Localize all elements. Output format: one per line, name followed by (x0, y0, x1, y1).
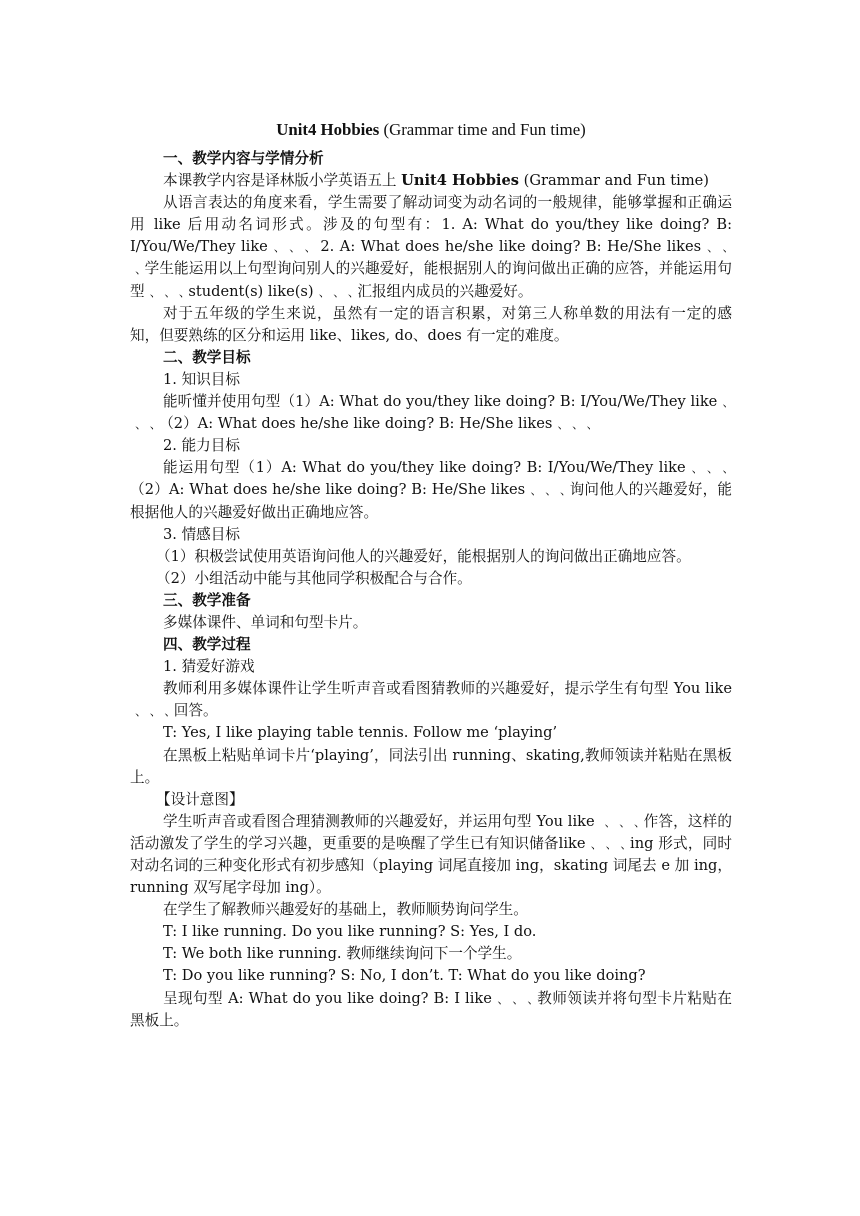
title-bold: Unit4 Hobbies (276, 120, 380, 139)
process-paragraph-4: 呈现句型 A: What do you like doing? B: I like﹑﹑﹑教师领读并将句型卡片粘贴在黑板上。 (130, 989, 732, 1029)
design-intent-label: 【设计意图】 (156, 790, 244, 808)
goal-ability-text: 能运用句型（1）A: What do you/they like doing? B: I/You/We/They like﹑﹑﹑（2）A: What does he/she like doing? B: He/She likes﹑﹑﹑询问他人的兴趣爱好，能根据他人的兴趣爱好做出正确地应答。 (130, 459, 732, 521)
process-paragraph-2: 在黑板上粘贴单词卡片‘playing’，同法引出 running、skating,教师领读并粘贴在黑板上。 (130, 746, 732, 786)
section-heading-1: 一、教学内容与学情分析 (163, 150, 324, 167)
goal-emotion-heading: 3. 情感目标 (163, 525, 240, 543)
document-title (130, 118, 732, 142)
process-dialogue-4: T: Do you like running? S: No, I don’t. T: What do you like doing? (163, 967, 646, 985)
section1-paragraph-1: 本课教学内容是译林版小学英语五上 Unit4 Hobbies (Grammar and Fun time) (163, 172, 709, 190)
process-paragraph-1: 教师利用多媒体课件让学生听声音或看图猜教师的兴趣爱好，提示学生有句型 You like﹑﹑﹑回答。 (130, 680, 732, 720)
process-dialogue-3: T: We both like running. 教师继续询问下一个学生。 (163, 945, 522, 963)
goal-knowledge-heading: 1. 知识目标 (163, 370, 240, 388)
section1-paragraph-3: 对于五年级的学生来说，虽然有一定的语言积累，对第三人称单数的用法有一定的感知，但要熟练的区分和运用 like、likes, do、does 有一定的难度。 (130, 304, 732, 344)
step-1-heading: 1. 猜爱好游戏 (163, 658, 255, 676)
section-heading-3: 三、教学准备 (163, 591, 251, 609)
process-dialogue-1: T: Yes, I like playing table tennis. Follow me ‘playing’ (163, 724, 558, 742)
goal-emotion-item-1: （1）积极尝试使用英语询问他人的兴趣爱好，能根据别人的询问做出正确地应答。 (156, 547, 691, 565)
goal-ability-heading: 2. 能力目标 (163, 437, 240, 455)
preparation-text: 多媒体课件、单词和句型卡片。 (163, 613, 368, 631)
document-page (130, 118, 732, 1032)
unit-name: Unit4 Hobbies (401, 172, 519, 190)
title-rest: (Grammar time and Fun time) (379, 120, 586, 139)
goal-emotion-item-2: （2）小组活动中能与其他同学积极配合与合作。 (156, 569, 472, 587)
process-paragraph-3: 在学生了解教师兴趣爱好的基础上，教师顺势询问学生。 (163, 901, 528, 919)
goal-knowledge-text: 能听懂并使用句型（1）A: What do you/they like doing? B: I/You/We/They like﹑﹑﹑（2）A: What does he/she like doing? B: He/She likes﹑﹑﹑ (130, 393, 732, 433)
section-heading-2: 二、教学目标 (163, 348, 251, 366)
design-intent-text: 学生听声音或看图合理猜测教师的兴趣爱好，并运用句型 You like ﹑﹑﹑作答，这样的活动激发了学生的学习兴趣，更重要的是唤醒了学生已有知识储备like﹑﹑﹑ing 形式，同时对动名词的三种变化形式有初步感知（playing 词尾直接加 ing，skating 词尾去 e 加 ing，running 双写尾字母加 ing）。 (130, 812, 732, 897)
section-heading-4: 四、教学过程 (163, 636, 251, 654)
section1-paragraph-2: 从语言表达的角度来看，学生需要了解动词变为动名词的一般规律，能够掌握和正确运用 like 后用动名词形式。涉及的句型有：1. A: What do you/they like doing? B: I/You/We/They like﹑﹑﹑ 2. A: What does he/she like doing? B: He/She likes﹑﹑﹑学生能运用以上句型询问别人的兴趣爱好，能根据别人的询问做出正确的应答，并能运用句型﹑﹑﹑student(s) like(s)﹑﹑﹑汇报组内成员的兴趣爱好。 (130, 194, 732, 300)
process-dialogue-2: T: I like running. Do you like running? S: Yes, I do. (163, 923, 537, 941)
